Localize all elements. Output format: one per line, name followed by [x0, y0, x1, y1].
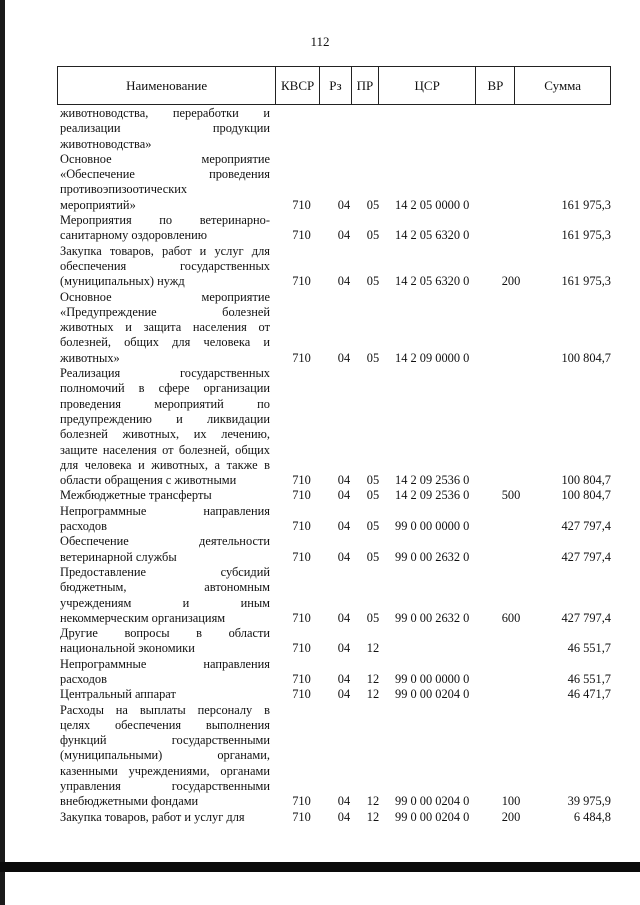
table-row: [60, 290, 611, 366]
row-name: [60, 810, 270, 825]
row-sum: 39 975,9: [567, 794, 611, 809]
row-csr: 99 0 00 0000 0: [395, 519, 470, 534]
table-row: [60, 244, 611, 290]
row-name-line: функций государственными: [60, 733, 270, 748]
row-csr: 99 0 00 2632 0: [395, 610, 470, 625]
row-name-line: казенными учреждениями, органами: [60, 763, 270, 778]
row-kvsr: 710: [292, 228, 311, 243]
header-pr: ПР: [351, 67, 378, 104]
row-csr: 14 2 09 0000 0: [395, 350, 470, 365]
row-name-line: «Предупреждение болезней: [60, 304, 270, 319]
table-body: [60, 106, 611, 825]
table-row: [60, 565, 611, 626]
row-sum: 161 975,3: [561, 197, 611, 212]
row-name-line: Закупка товаров, работ и услуг для: [60, 243, 270, 258]
table-row: [60, 534, 611, 565]
row-name-line: животных»: [60, 350, 120, 365]
row-name: [60, 488, 270, 503]
row-name-line: Реализация государственных: [60, 366, 270, 381]
row-rz: 04: [337, 641, 351, 656]
row-csr: 99 0 00 2632 0: [395, 549, 470, 564]
row-sum: 100 804,7: [561, 350, 611, 365]
row-name: [60, 657, 270, 688]
row-pr: 12: [366, 809, 380, 824]
row-pr: 05: [366, 610, 380, 625]
row-rz: 04: [337, 473, 351, 488]
row-pr: 05: [366, 473, 380, 488]
row-sum: 427 797,4: [561, 610, 611, 625]
row-sum: 427 797,4: [561, 519, 611, 534]
row-name-line: Предоставление субсидий: [60, 564, 270, 579]
row-name-line: санитарному оздоровлению: [60, 228, 208, 243]
row-pr: 05: [366, 228, 380, 243]
row-sum: 46 551,7: [567, 671, 611, 686]
header-sum: Сумма: [514, 67, 610, 104]
row-name: [60, 213, 270, 244]
row-csr: 14 2 09 2536 0: [395, 488, 470, 503]
table-row: [60, 504, 611, 535]
row-pr: 05: [366, 549, 380, 564]
row-kvsr: 710: [292, 488, 311, 503]
row-name-line: животных и защита населения от: [60, 320, 270, 335]
row-name-line: «Обеспечение проведения: [60, 167, 270, 182]
row-sum: 100 804,7: [561, 488, 611, 503]
row-name-line: Непрограммные направления: [60, 503, 270, 518]
row-sum: 427 797,4: [561, 549, 611, 564]
row-kvsr: 710: [292, 473, 311, 488]
row-pr: 05: [366, 274, 380, 289]
header-rz: Рз: [319, 67, 351, 104]
table-row: [60, 626, 611, 657]
row-pr: 12: [366, 671, 380, 686]
row-name-line: проведения мероприятий по: [60, 396, 270, 411]
row-name-line: животноводства»: [60, 136, 152, 151]
row-kvsr: 710: [292, 671, 311, 686]
row-name-line: целях обеспечения выполнения: [60, 717, 270, 732]
row-pr: 12: [366, 641, 380, 656]
row-vr: 500: [501, 488, 521, 503]
table-row: [60, 657, 611, 688]
header-name: Наименование: [126, 77, 208, 93]
row-name-line: национальной экономики: [60, 641, 195, 656]
header-vr: ВР: [475, 67, 514, 104]
row-kvsr: 710: [292, 610, 311, 625]
row-name-line: (муниципальными) органами,: [60, 748, 270, 763]
row-name-line: расходов: [60, 519, 107, 534]
scan-left-edge: [0, 0, 5, 905]
row-name: [60, 626, 270, 657]
row-pr: 12: [366, 794, 380, 809]
page-number: 112: [310, 34, 330, 49]
row-name-line: бюджетным, автономным: [60, 580, 270, 595]
row-pr: 05: [366, 519, 380, 534]
table-row: [60, 687, 611, 702]
row-name-line: Другие вопросы в области: [60, 626, 270, 641]
row-rz: 04: [337, 794, 351, 809]
row-sum: 100 804,7: [561, 473, 611, 488]
table-row: [60, 106, 611, 152]
row-kvsr: 710: [292, 274, 311, 289]
row-name-line: учреждениям и иным: [60, 595, 270, 610]
table-row: [60, 703, 611, 810]
table-header: [57, 66, 611, 105]
row-name-line: противоэпизоотических: [60, 182, 188, 197]
row-name-line: Основное мероприятие: [60, 151, 270, 166]
scan-bottom-bar: [0, 862, 640, 872]
row-csr: 99 0 00 0000 0: [395, 671, 470, 686]
row-kvsr: 710: [292, 794, 311, 809]
row-kvsr: 710: [292, 519, 311, 534]
row-name: [60, 152, 270, 213]
row-name-line: Основное мероприятие: [60, 289, 270, 304]
row-rz: 04: [337, 228, 351, 243]
row-rz: 04: [337, 809, 351, 824]
row-name-line: ветеринарной службы: [60, 549, 177, 564]
row-rz: 04: [337, 274, 351, 289]
table-row: [60, 810, 611, 825]
row-name: [60, 504, 270, 535]
row-name-line: Закупка товаров, работ и услуг для: [60, 809, 245, 824]
row-kvsr: 710: [292, 809, 311, 824]
row-name-line: Мероприятия по ветеринарно-: [60, 213, 270, 228]
row-name: [60, 534, 270, 565]
row-csr: 14 2 09 2536 0: [395, 473, 470, 488]
row-rz: 04: [337, 519, 351, 534]
row-csr: 14 2 05 0000 0: [395, 197, 470, 212]
row-kvsr: 710: [292, 350, 311, 365]
row-name-line: расходов: [60, 671, 107, 686]
row-name-line: предупреждению и ликвидации: [60, 411, 270, 426]
row-sum: 161 975,3: [561, 274, 611, 289]
row-sum: 46 471,7: [567, 687, 611, 702]
row-name-line: Центральный аппарат: [60, 687, 176, 702]
row-pr: 05: [366, 488, 380, 503]
table-row: [60, 366, 611, 488]
row-name-line: Межбюджетные трансферты: [60, 488, 212, 503]
row-csr: 14 2 05 6320 0: [395, 274, 470, 289]
row-name-line: (муниципальных) нужд: [60, 274, 185, 289]
row-name-line: полномочий в сфере организации: [60, 381, 270, 396]
header-csr: ЦСР: [378, 67, 476, 104]
row-sum: 161 975,3: [561, 228, 611, 243]
row-csr: 99 0 00 0204 0: [395, 687, 470, 702]
row-name-line: области обращения с животными: [60, 473, 237, 488]
row-name-line: болезней животных, их лечению,: [60, 427, 270, 442]
row-name-line: внебюджетными фондами: [60, 794, 199, 809]
row-csr: 99 0 00 0204 0: [395, 794, 470, 809]
row-name-line: для человека и животных, а также в: [60, 457, 270, 472]
row-name-line: Обеспечение деятельности: [60, 534, 270, 549]
row-sum: 46 551,7: [567, 641, 611, 656]
row-name: [60, 687, 270, 702]
row-kvsr: 710: [292, 197, 311, 212]
table-row: [60, 213, 611, 244]
row-name-line: мероприятий»: [60, 197, 136, 212]
row-pr: 12: [366, 687, 380, 702]
row-vr: 600: [501, 610, 521, 625]
row-name-line: защите населения от болезней, общих: [60, 442, 270, 457]
row-kvsr: 710: [292, 641, 311, 656]
row-name-line: некоммерческим организациям: [60, 610, 226, 625]
row-pr: 05: [366, 197, 380, 212]
row-name-line: реализации продукции: [60, 121, 270, 136]
row-kvsr: 710: [292, 687, 311, 702]
row-rz: 04: [337, 197, 351, 212]
row-vr: 200: [501, 274, 521, 289]
row-vr: 200: [501, 809, 521, 824]
row-name: [60, 290, 270, 366]
row-name-line: Непрограммные направления: [60, 656, 270, 671]
row-name-line: обеспечения государственных: [60, 258, 270, 273]
row-rz: 04: [337, 610, 351, 625]
table-row: [60, 152, 611, 213]
row-pr: 05: [366, 350, 380, 365]
row-name: [60, 565, 270, 626]
row-rz: 04: [337, 350, 351, 365]
row-name: [60, 366, 270, 488]
header-kvsr: КВСР: [275, 67, 319, 104]
row-name: [60, 106, 270, 152]
row-name-line: Расходы на выплаты персоналу в: [60, 702, 270, 717]
row-rz: 04: [337, 687, 351, 702]
row-vr: 100: [501, 794, 521, 809]
row-sum: 6 484,8: [573, 809, 611, 824]
table-row: [60, 488, 611, 503]
row-name-line: управления государственными: [60, 779, 270, 794]
row-csr: 14 2 05 6320 0: [395, 228, 470, 243]
row-name-line: животноводства, переработки и: [60, 106, 270, 120]
row-kvsr: 710: [292, 549, 311, 564]
row-name: [60, 703, 270, 810]
row-rz: 04: [337, 671, 351, 686]
row-name-line: болезней, общих для человека и: [60, 335, 270, 350]
row-rz: 04: [337, 549, 351, 564]
row-name: [60, 244, 270, 290]
row-csr: 99 0 00 0204 0: [395, 809, 470, 824]
row-rz: 04: [337, 488, 351, 503]
